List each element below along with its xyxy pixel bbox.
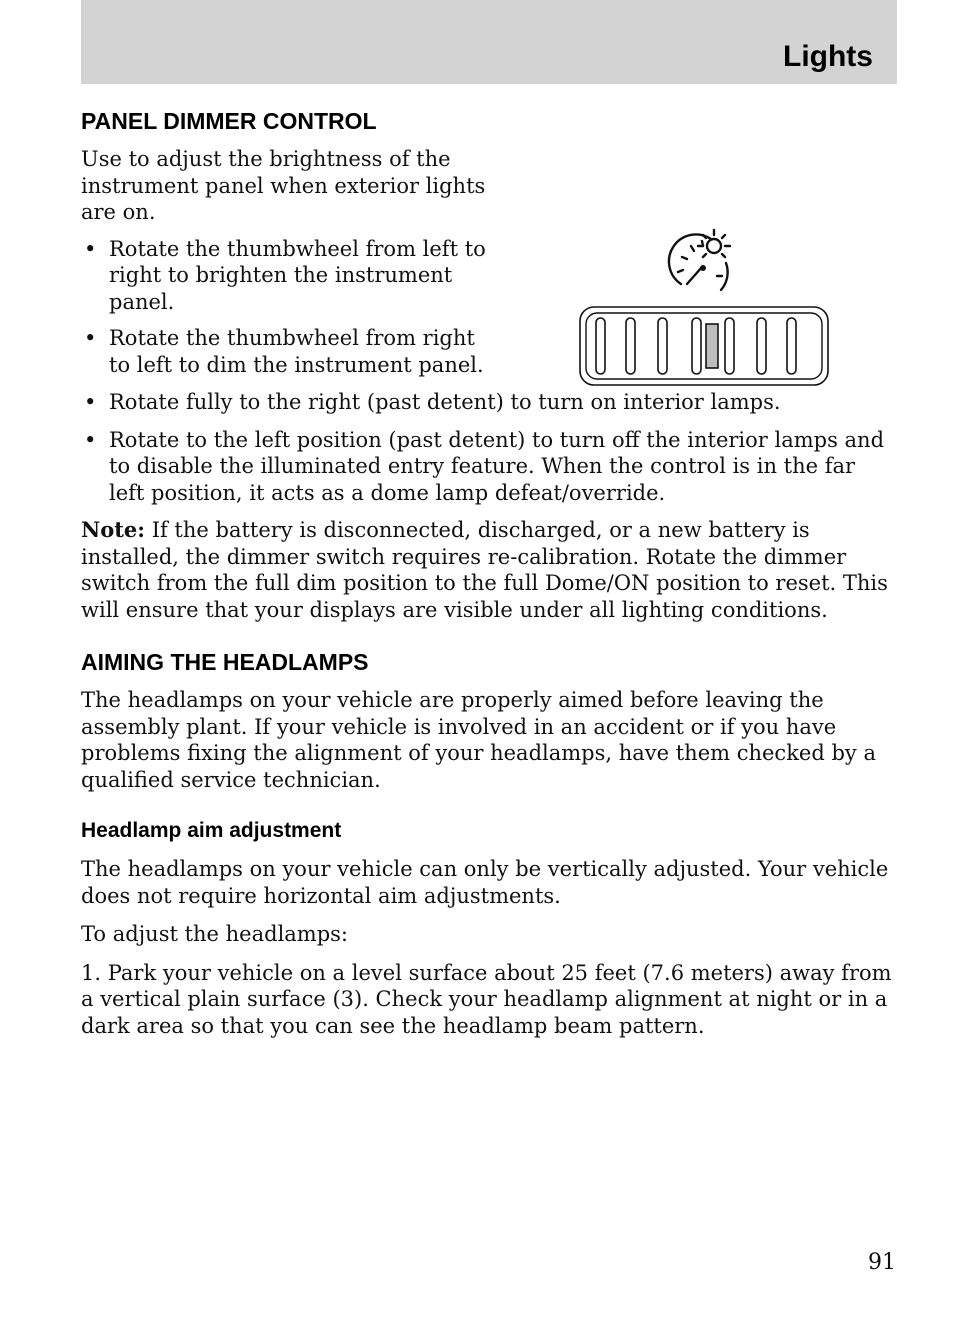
adjustment-paragraph: The headlamps on your vehicle can only be vertically adjusted. Your vehicle does not require horizontal aim adjustments. <box>81 857 889 908</box>
note-paragraph <box>81 517 897 623</box>
panel-dimmer-thumbwheel-icon <box>578 166 830 388</box>
panel-dimmer-bullets-wide <box>81 389 897 506</box>
thumbwheel-marker <box>706 324 718 368</box>
adjustment-lead: To adjust the headlamps: <box>81 922 349 946</box>
note-label: Note: <box>81 517 146 542</box>
adjustment-step-1: 1. Park your vehicle on a level surface about 25 feet (7.6 meters) away from a vertical plain surface (3). Check your headlamp alignment at night or in a dark area so that you can see the headlamp beam pattern. <box>81 960 892 1038</box>
aiming-paragraph: The headlamps on your vehicle are properly aimed before leaving the assembly plant. If your vehicle is involved in an accident or if you have problems fixing the alignment of your headlamps, have them checked by a qualified service technician. <box>81 688 876 792</box>
thumbwheel-ridges <box>596 318 796 374</box>
panel-dimmer-bullets-narrow <box>81 236 499 379</box>
panel-light-symbol-icon <box>669 230 730 290</box>
section-heading-aiming: AIMING THE HEADLAMPS <box>81 649 369 675</box>
header-band <box>81 0 897 84</box>
list-item: • Rotate the thumbwheel from right to left to dim the instrument panel. <box>81 325 499 378</box>
panel-dimmer-figure <box>578 166 830 388</box>
panel-dimmer-intro: Use to adjust the brightness of the instrument panel when exterior lights are on. <box>81 147 486 224</box>
page-number: 91 <box>868 1250 896 1275</box>
list-item: • Rotate fully to the right (past detent) to turn on interior lamps. <box>81 389 897 416</box>
list-item: • Rotate the thumbwheel from left to right to brighten the instrument panel. <box>81 236 499 316</box>
section-heading-panel-dimmer: PANEL DIMMER CONTROL <box>81 108 377 134</box>
note-text: If the battery is disconnected, discharged, or a new battery is installed, the dimmer switch requires re-calibration. Rotate the dimmer switch from the full dim position to the full Dome/ON position to reset. This will ensure that your displays are visible under all lighting conditions. <box>81 518 888 622</box>
list-item: • Rotate to the left position (past detent) to turn off the interior lamps and to disable the illuminated entry feature. When the control is in the far left position, it acts as a dome lamp defeat/override. <box>81 427 897 507</box>
subsection-heading-aim-adjustment: Headlamp aim adjustment <box>81 819 342 842</box>
page-content <box>81 106 897 1039</box>
gauge-pivot <box>700 265 706 271</box>
page-title: Lights <box>783 40 873 73</box>
